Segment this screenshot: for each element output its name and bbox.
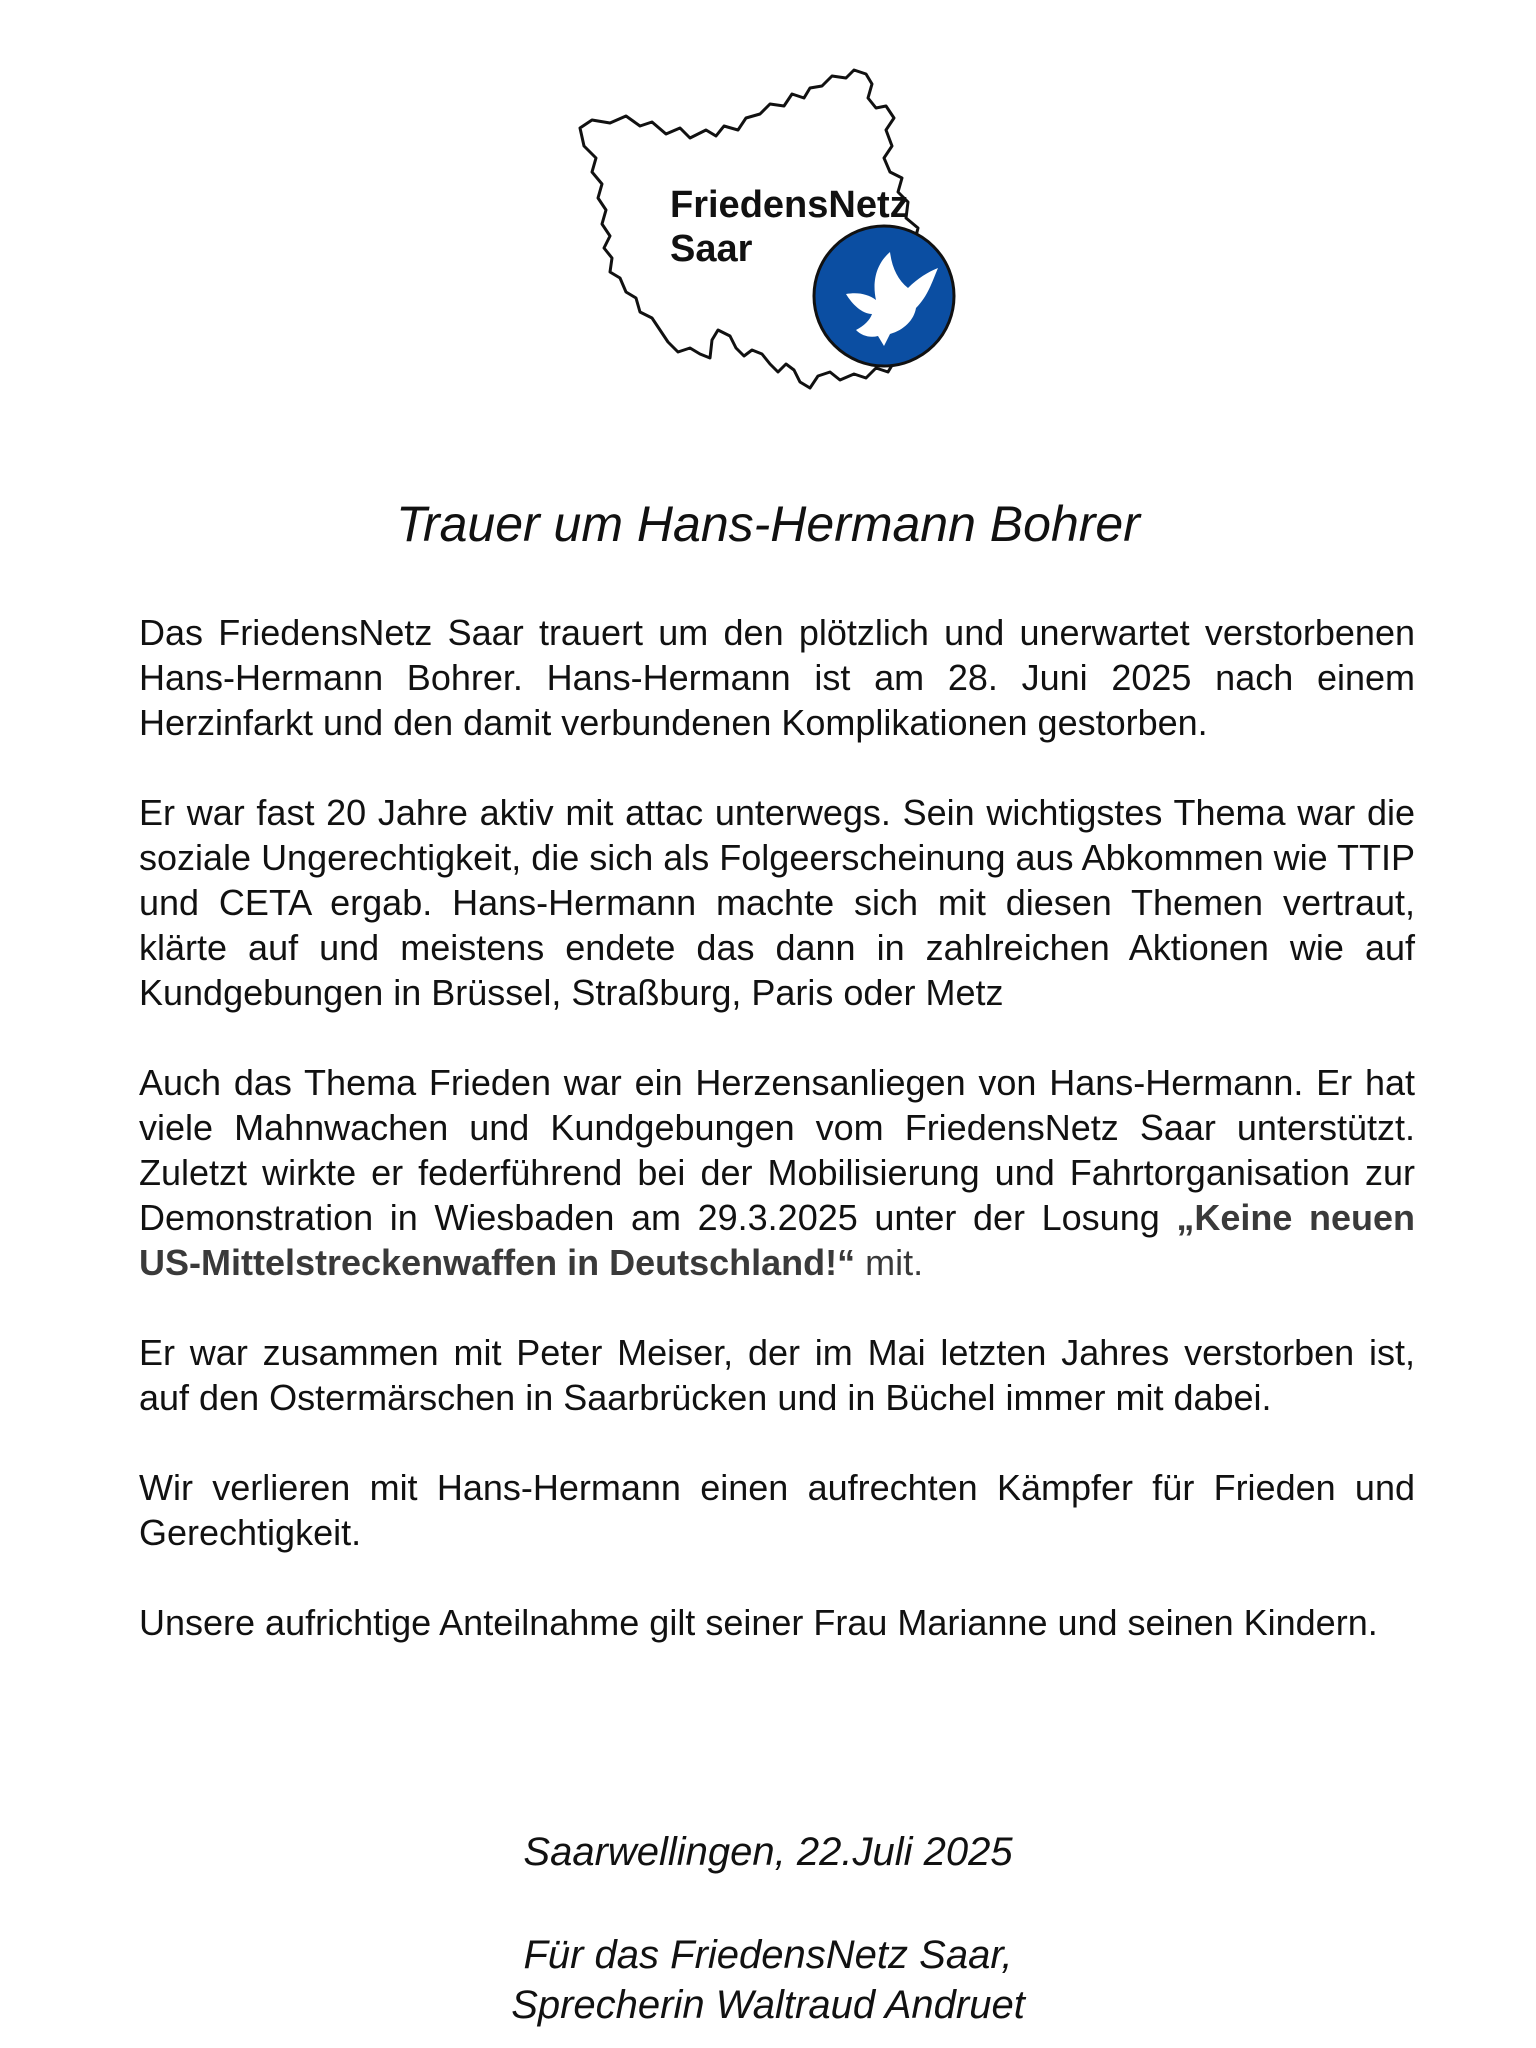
paragraph-1: Das FriedensNetz Saar trauert um den plötzlich und unerwartet verstorbenen Hans-Hermann Bohrer. Hans-Hermann ist am 28. Juni 2025 nach einem Herzinfarkt und den damit verbundenen Komplikationen gestorben. bbox=[139, 612, 1415, 743]
paragraph-4: Er war zusammen mit Peter Meiser, der im Mai letzten Jahres verstorben ist, auf den Ostermärschen in Saarbrücken und in Büchel immer mit dabei. bbox=[139, 1332, 1415, 1418]
place-date: Saarwellingen, 22.Juli 2025 bbox=[523, 1830, 1013, 1874]
signature-line1: Für das FriedensNetz Saar, bbox=[523, 1933, 1013, 1977]
logo-line2: Saar bbox=[670, 228, 753, 270]
signature-line2: Sprecherin Waltraud Andruet bbox=[511, 1983, 1025, 2027]
signature-block bbox=[0, 1930, 1536, 2030]
paragraph-3-intro: Auch das Thema Frieden war ein Herzensanliegen von Hans-Hermann. Er hat viele Mahnwachen und Kundgebungen vom FriedensNetz Saar unterstützt. Zuletzt wirkte er federführend bei der Mobilisierung und Fahrtorganisation zur Demonstration in Wiesbaden am 29.3.2025 unter der Losung bbox=[139, 1062, 1415, 1238]
paragraph-3-end: mit. bbox=[855, 1242, 924, 1283]
page-title: Trauer um Hans-Hermann Bohrer bbox=[396, 496, 1140, 552]
paragraph-6: Unsere aufrichtige Anteilnahme gilt seiner Frau Marianne und seinen Kindern. bbox=[139, 1602, 1378, 1643]
document-body bbox=[139, 610, 1415, 1690]
friedensnetz-logo bbox=[540, 68, 1020, 448]
paragraph-2: Er war fast 20 Jahre aktiv mit attac unterwegs. Sein wichtigstes Thema war die soziale Ungerechtigkeit, die sich als Folgeerscheinung aus Abkommen wie TTIP und CETA ergab. Hans-Hermann machte sich mit diesen Themen vertraut, klärte auf und meistens endete das dann in zahlreichen Aktionen wie auf Kundgebungen in Brüssel, Straßburg, Paris oder Metz bbox=[139, 792, 1415, 1013]
paragraph-3 bbox=[139, 1060, 1415, 1285]
paragraph-5: Wir verlieren mit Hans-Hermann einen aufrechten Kämpfer für Frieden und Gerechtigkeit. bbox=[139, 1467, 1415, 1553]
slogan: „Keine neuen US-Mittelstreckenwaffen in Deutschland!“ bbox=[139, 1197, 1415, 1283]
logo-line1: FriedensNetz bbox=[670, 184, 909, 226]
logo-wordmark bbox=[670, 183, 909, 271]
